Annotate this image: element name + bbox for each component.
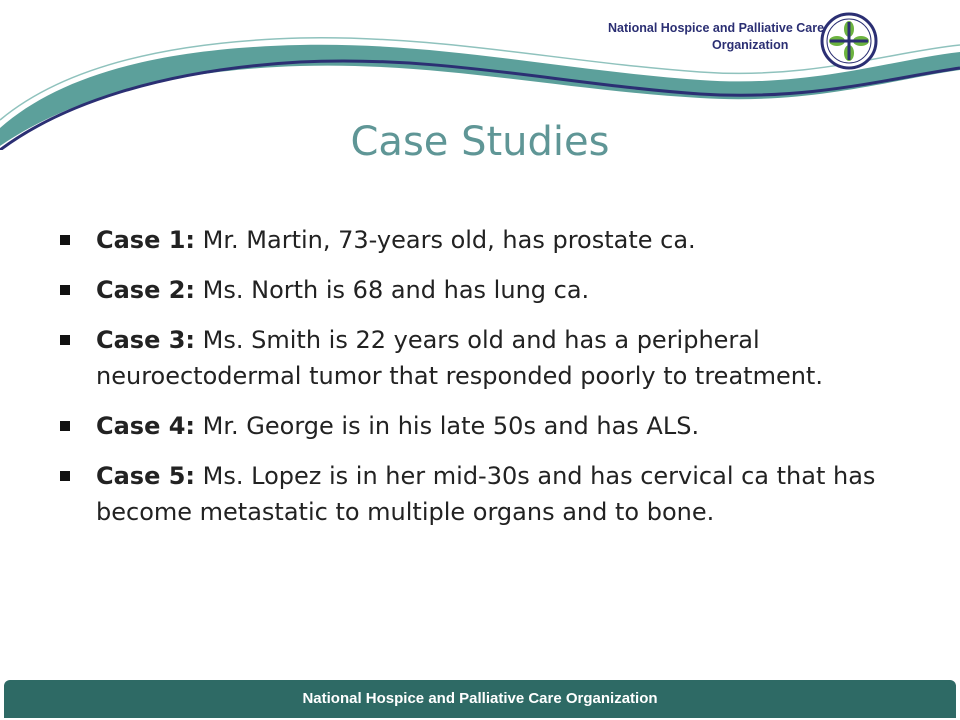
case-label: Case 4: [96,412,196,440]
case-label: Case 3: [96,326,196,354]
list-item [60,272,920,308]
org-name-line-2: Organization [712,38,789,52]
footer-bar [4,680,956,718]
slide-title: Case Studies [350,119,610,165]
case-text: Mr. Martin, 73-years old, has prostate ca. [195,226,696,254]
org-name-line-1: National Hospice and Palliative Care [608,21,825,35]
case-label: Case 1: [96,226,196,254]
case-text: Ms. North is 68 and has lung ca. [195,276,590,304]
square-bullet-icon [60,235,70,245]
footer-org-name: National Hospice and Palliative Care Organization [302,690,658,707]
list-item [60,222,920,258]
square-bullet-icon [60,421,70,431]
case-label: Case 5: [96,462,196,490]
case-list [60,222,920,544]
square-bullet-icon [60,335,70,345]
list-item [60,408,920,444]
list-item [60,458,920,530]
case-text: Ms. Lopez is in her mid-30s and has cervical ca that has become metastatic to multiple organs and to bone. [96,462,876,526]
case-label: Case 2: [96,276,196,304]
square-bullet-icon [60,285,70,295]
case-text: Mr. George is in his late 50s and has ALS. [195,412,700,440]
case-text: Ms. Smith is 22 years old and has a peripheral neuroectodermal tumor that responded poorly to treatment. [96,326,823,390]
nhpco-logo-icon [820,12,878,70]
list-item [60,322,920,394]
org-name-block [608,20,848,64]
square-bullet-icon [60,471,70,481]
